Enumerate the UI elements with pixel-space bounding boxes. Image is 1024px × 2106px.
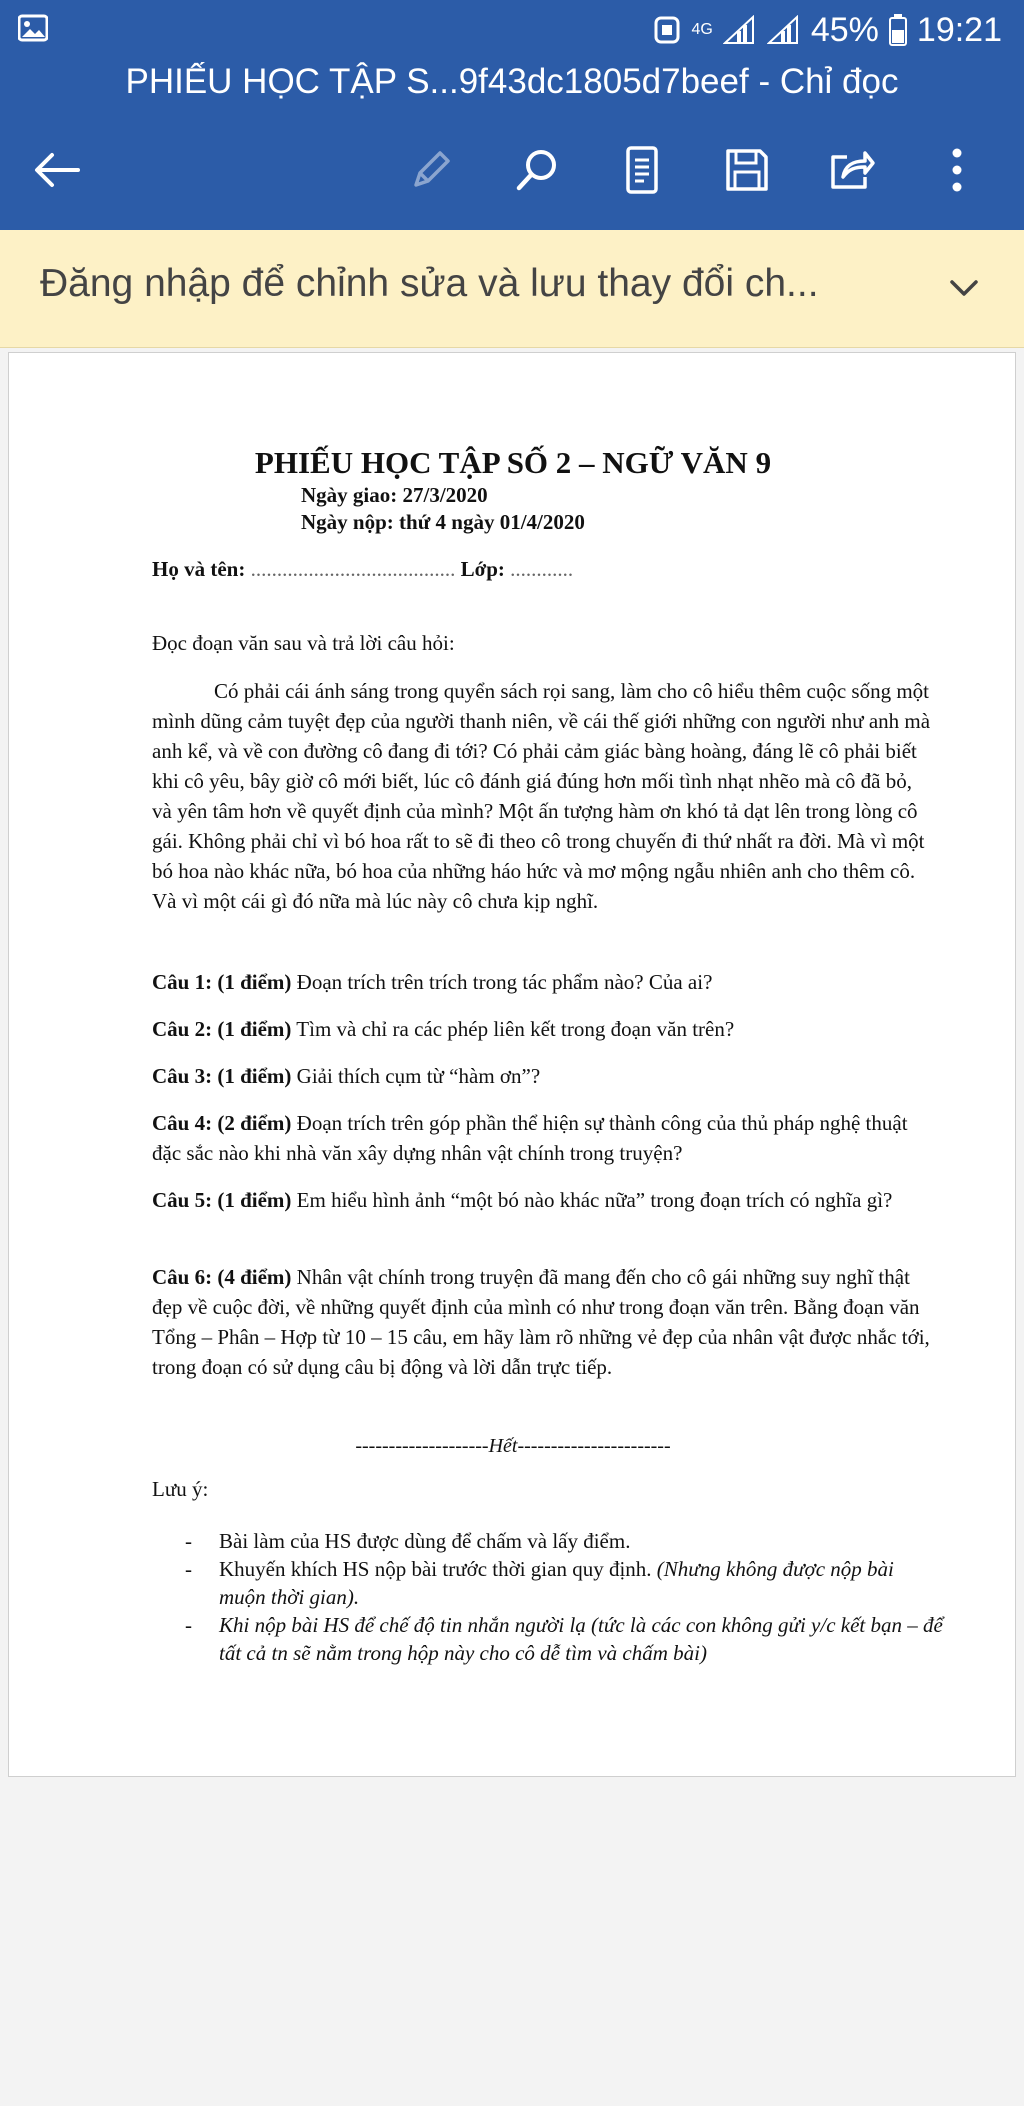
- passage: Có phải cái ánh sáng trong quyển sách rọi sang, làm cho cô hiểu thêm cuộc sống một mình dũng cảm tuyệt đẹp của người thanh niên, về cái thế giới những con người như anh mà anh kể, và về con đường cô đang đi tới? Có phải cảm giác bàng hoàng, đáng lẽ cô phải biết khi cô yêu, bây giờ cô mới biết, lúc cô đánh giá đúng hơn mối tình nhạt nhẽo mà cô đã bỏ, và yên tâm hơn về quyết định của mình? Một ấn tượng hàm ơn khó tả dạt lên trong lòng cô gái. Không phải chỉ vì bó hoa rất to sẽ đi theo cô trong chuyến đi thứ nhất ra đời. Mà vì một bó hoa nào khác nữa, bó hoa của những háo hức và mơ mộng ngẫu nhiên anh cho thêm cô. Và vì một cái gì đó nữa mà lúc này cô chưa kịp nghĩ.: [152, 679, 931, 913]
- signal-icon: [723, 15, 757, 45]
- app-header: [0, 0, 1024, 230]
- question-label: Câu 5: (1 điểm): [152, 1188, 292, 1212]
- name-dots: .......................................: [250, 557, 456, 581]
- toolbar: [0, 135, 1024, 215]
- clock: 19:21: [916, 10, 1002, 49]
- date-due: Ngày nộp: thứ 4 ngày 01/4/2020: [301, 510, 585, 534]
- question-3: [152, 1061, 932, 1091]
- date-given: Ngày giao: 27/3/2020: [301, 483, 488, 507]
- sign-in-banner[interactable]: [0, 230, 1024, 348]
- back-icon[interactable]: [22, 135, 92, 205]
- save-icon[interactable]: [712, 135, 782, 205]
- question-text: Đoạn trích trên góp phần thể hiện sự thành công của thủ pháp nghệ thuật đặc sắc nào khi nhà văn xây dựng nhân vật chính trong truyện?: [152, 1111, 908, 1165]
- note-item: [185, 1527, 945, 1555]
- mobile-view-icon[interactable]: [607, 135, 677, 205]
- question-label: Câu 3: (1 điểm): [152, 1064, 292, 1088]
- search-icon[interactable]: [502, 135, 572, 205]
- question-text: Đoạn trích trên trích trong tác phẩm nào? Của ai?: [296, 970, 713, 994]
- note-item: [185, 1611, 945, 1667]
- note-label: Lưu ý:: [152, 1477, 209, 1501]
- chevron-down-icon[interactable]: [944, 268, 984, 308]
- class-label: Lớp:: [460, 557, 505, 581]
- pen-icon[interactable]: [396, 135, 466, 205]
- notes-list: [185, 1527, 945, 1667]
- network-type: 4G: [691, 21, 713, 38]
- doc-title: PHIẾU HỌC TẬP SỐ 2 – NGỮ VĂN 9: [254, 445, 772, 480]
- name-class-line: [152, 557, 573, 582]
- more-icon[interactable]: [922, 135, 992, 205]
- question-5: [152, 1185, 932, 1215]
- question-label: Câu 1: (1 điểm): [152, 970, 292, 994]
- status-indicators: [652, 10, 1003, 50]
- note-item: [185, 1555, 945, 1611]
- note-text-italic: (Nhưng không được nộp bài muộn thời gian).: [219, 1557, 894, 1609]
- document-title-bar: PHIẾU HỌC TẬP S...9f43dc1805d7beef - Chỉ đọc: [125, 62, 899, 101]
- name-label: Họ và tên:: [152, 557, 246, 581]
- question-1: [152, 967, 932, 997]
- sim-icon: [652, 15, 682, 45]
- banner-text: Đăng nhập để chỉnh sửa và lưu thay đổi ch...: [40, 262, 819, 305]
- question-4: [152, 1108, 932, 1168]
- class-dots: ............: [510, 557, 574, 581]
- note-text: Khi nộp bài HS để chế độ tin nhắn người lạ (tức là các con không gửi y/c kết bạn – để tất cả tn sẽ nằm trong hộp này cho cô dễ tìm và chấm bài): [219, 1613, 943, 1665]
- question-2: [152, 1014, 932, 1044]
- question-text: Nhân vật chính trong truyện đã mang đến cho cô gái những suy nghĩ thật đẹp về cuộc đời, về những quyết định của mình có như trong đoạn văn trên. Bằng đoạn văn Tổng – Phân – Hợp từ 10 – 15 câu, em hãy làm rõ những vẻ đẹp của nhân vật được nhắc tới, trong đoạn có sử dụng câu bị động và lời dẫn trực tiếp.: [152, 1265, 930, 1379]
- question-6: [152, 1262, 932, 1382]
- status-bar: [0, 0, 1024, 60]
- end-marker: --------------------Hết-----------------------: [355, 1435, 671, 1457]
- question-text: Em hiểu hình ảnh “một bó nào khác nữa” trong đoạn trích có nghĩa gì?: [296, 1188, 893, 1212]
- note-text: Bài làm của HS được dùng để chấm và lấy điểm.: [219, 1529, 631, 1553]
- gallery-notification-icon: [18, 14, 48, 42]
- question-label: Câu 6: (4 điểm): [152, 1265, 292, 1289]
- battery-percent: 45%: [810, 10, 879, 49]
- question-text: Tìm và chỉ ra các phép liên kết trong đoạn văn trên?: [296, 1017, 735, 1041]
- instruction: Đọc đoạn văn sau và trả lời câu hỏi:: [152, 631, 455, 655]
- question-text: Giải thích cụm từ “hàm ơn”?: [296, 1064, 541, 1088]
- document-page[interactable]: [8, 352, 1016, 1777]
- note-text: Khuyến khích HS nộp bài trước thời gian quy định.: [219, 1557, 652, 1581]
- question-label: Câu 2: (1 điểm): [152, 1017, 292, 1041]
- signal-icon-2: [767, 15, 801, 45]
- share-icon[interactable]: [817, 135, 887, 205]
- battery-icon: [889, 14, 907, 46]
- question-label: Câu 4: (2 điểm): [152, 1111, 292, 1135]
